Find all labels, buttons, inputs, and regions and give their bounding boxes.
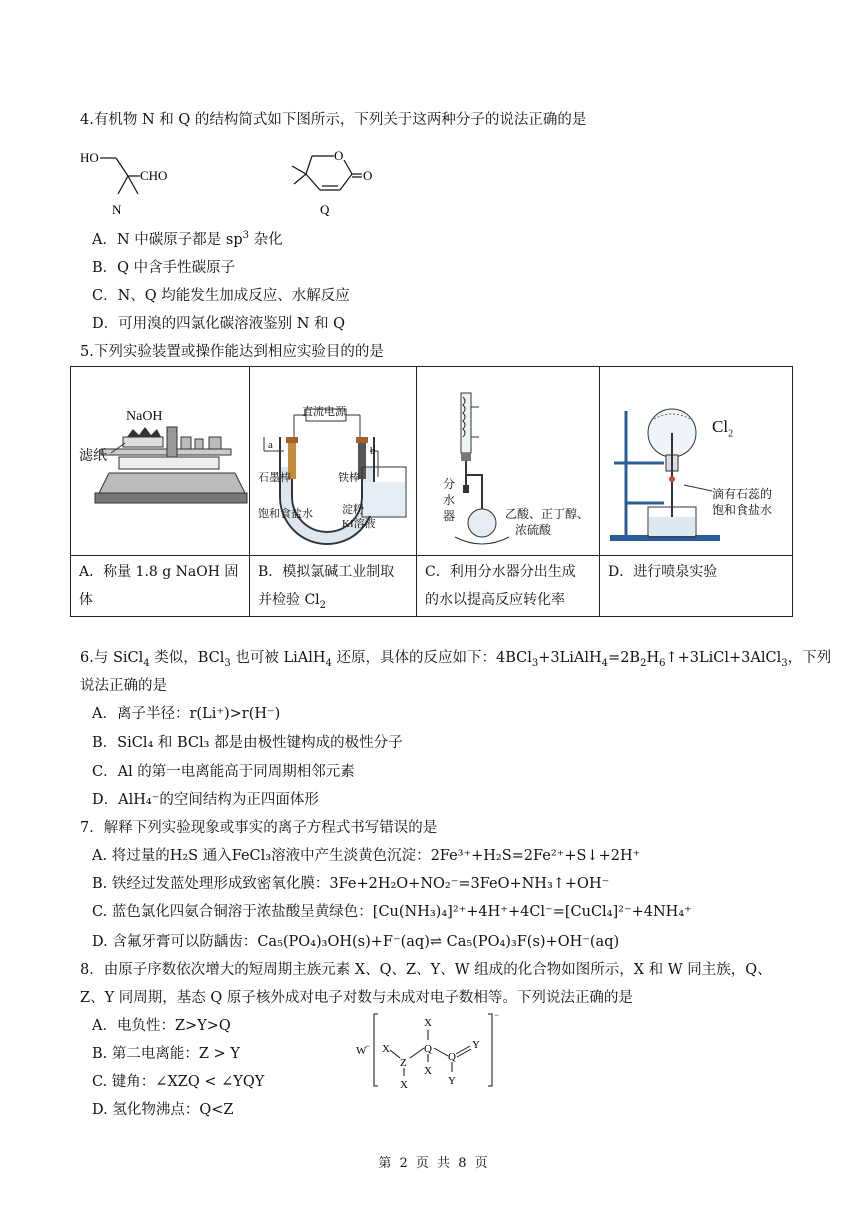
- label-iron-rod: 铁棒: [338, 472, 360, 484]
- q8-option-c: C. 键角：∠XZQ < ∠YQY: [92, 1074, 265, 1090]
- q5-experiment-table: [70, 366, 793, 617]
- q7-option-d: D. 含氟牙膏可以防龋齿：Ca₅(PO₄)₃OH(s)+F⁻(aq)⇌ Ca₅(PO₄)₃F(s)+OH⁻(aq): [92, 934, 620, 950]
- q4-option-d: D．可用溴的四氯化碳溶液鉴别 N 和 Q: [92, 316, 346, 332]
- q6-option-a: A．离子半径：r(Li⁺)>r(H⁻): [92, 706, 281, 722]
- q7-option-b: B. 铁经过发蓝处理形成致密氧化膜：3Fe+2H₂O+NO₂⁻=3FeO+NH₃↑+OH⁻: [92, 876, 610, 892]
- page-footer: 第 2 页 共 8 页: [378, 1156, 490, 1171]
- fountain-apparatus-icon: [600, 367, 792, 555]
- label-cl2: $Cl_2$: [712, 417, 734, 440]
- mol-n-cho: CHO: [140, 168, 168, 183]
- struct-w-minus: −: [365, 1041, 371, 1051]
- label-b: b: [370, 445, 376, 457]
- q8-option-d: D. 氢化物沸点：Q<Z: [92, 1102, 234, 1118]
- q6-option-d: D．AlH₄⁻的空间结构为正四面体形: [92, 792, 319, 808]
- q6-stem: 6.与 SiCl$_4$ 类似，BCl$_3$ 也可被 LiAlH$_4$ 还原，具体的反应如下：$4BCl_3+3LiAlH_4=2B_2H_6↑+3LiCl+3AlCl_3$，下列: [80, 650, 832, 669]
- label-starch: 淀粉: [342, 504, 364, 516]
- mol-n-label: N: [112, 202, 122, 217]
- label-naoh: NaOH: [126, 409, 163, 424]
- label-separator-1: 分: [443, 477, 456, 491]
- label-filter-paper: 滤纸: [79, 449, 107, 464]
- label-saturated-brine: 饱和食盐水: [712, 503, 773, 517]
- mol-n-oh: HO: [80, 150, 99, 165]
- struct-w: W: [356, 1045, 367, 1057]
- struct-q-right: Q: [448, 1051, 456, 1063]
- caption-c: C．利用分水器分出生成 的水以提高反应转化率: [417, 556, 600, 617]
- struct-y-right: Y: [472, 1039, 480, 1051]
- electrolysis-cell-icon: [250, 367, 416, 555]
- label-separator-2: 水: [443, 493, 456, 507]
- struct-x-left: X: [382, 1043, 390, 1055]
- struct-x-top: X: [424, 1017, 432, 1029]
- q8-option-b: B. 第二电离能：Z > Y: [92, 1046, 240, 1062]
- label-ki-solution: KI溶液: [342, 518, 376, 530]
- mol-q-label: Q: [320, 202, 330, 217]
- label-a: a: [268, 439, 273, 451]
- q6-option-b: B．SiCl₄ 和 BCl₃ 都是由极性键构成的极性分子: [92, 735, 403, 751]
- label-separator-3: 器: [443, 509, 456, 523]
- figure-balance: [71, 367, 249, 555]
- struct-x-bottom: X: [400, 1079, 408, 1091]
- q8-option-a: A．电负性：Z>Y>Q: [92, 1018, 231, 1034]
- struct-z: Z: [400, 1057, 407, 1069]
- struct-q-left: Q: [424, 1043, 432, 1055]
- figure-electrolysis: [250, 367, 416, 555]
- water-separator-icon: [417, 367, 599, 555]
- q4-option-b: B．Q 中含手性碳原子: [92, 260, 236, 276]
- mol-q-keto-o: O: [363, 168, 373, 183]
- molecule-n-structure: [78, 142, 188, 222]
- q7-stem: 7．解释下列实验现象或事实的离子方程式书写错误的是: [80, 820, 438, 836]
- label-reagents: 乙酸、正丁醇、: [505, 507, 590, 521]
- q5-stem: 5.下列实验装置或操作能达到相应实验目的的是: [80, 344, 384, 360]
- q7-option-c: C. 蓝色氯化四氨合铜溶于浓盐酸呈黄绿色：[Cu(NH₃)₄]²⁺+4H⁺+4Cl⁻=[CuCl₄]²⁻+4NH₄⁺: [92, 904, 692, 920]
- q7-option-a: A. 将过量的H₂S 通入FeCl₃溶液中产生淡黄色沉淀：2Fe³⁺+H₂S=2Fe²⁺+S↓+2H⁺: [92, 848, 641, 864]
- struct-x-mid: X: [424, 1065, 432, 1077]
- label-graphite-rod: 石墨棒: [258, 472, 291, 484]
- figure-water-separator: [417, 367, 599, 555]
- caption-b: B．模拟氯碱工业制取 并检验 $Cl_2$: [250, 556, 417, 617]
- mol-q-ring-o: O: [334, 148, 344, 163]
- label-litmus: 滴有石蕊的: [712, 487, 773, 501]
- q4-option-a: A．N 中碳原子都是 $sp^3$ 杂化: [92, 230, 283, 248]
- q6-option-c: C．Al 的第一电离能高于同周期相邻元素: [92, 764, 355, 780]
- label-dc-power: 直流电源: [302, 406, 346, 418]
- caption-d: D．进行喷泉实验: [600, 556, 793, 617]
- struct-y-bottom: Y: [448, 1075, 456, 1087]
- q8-stem-cont: Z、Y 同周期，基态 Q 原子核外成对电子对数与未成对电子数相等。下列说法正确的是: [80, 990, 633, 1006]
- figure-fountain: [600, 367, 792, 555]
- q8-stem: 8．由原子序数依次增大的短周期主族元素 X、Q、Z、Y、W 组成的化合物如图所示，X 和 W 同主族，Q、: [80, 962, 772, 978]
- molecule-q-structure: [282, 142, 392, 222]
- svg-text:−: −: [494, 1010, 500, 1020]
- compound-structure: [352, 1008, 502, 1092]
- caption-a: A．称量 1.8 g NaOH 固体: [71, 556, 250, 617]
- q4-option-c: C．N、Q 均能发生加成反应、水解反应: [92, 288, 350, 304]
- label-conc-acid: 浓硫酸: [515, 523, 552, 537]
- q6-stem-cont: 说法正确的是: [80, 678, 167, 694]
- label-brine: 饱和食盐水: [258, 508, 313, 520]
- q4-stem: 4.有机物 N 和 Q 的结构简式如下图所示，下列关于这两种分子的说法正确的是: [80, 112, 587, 128]
